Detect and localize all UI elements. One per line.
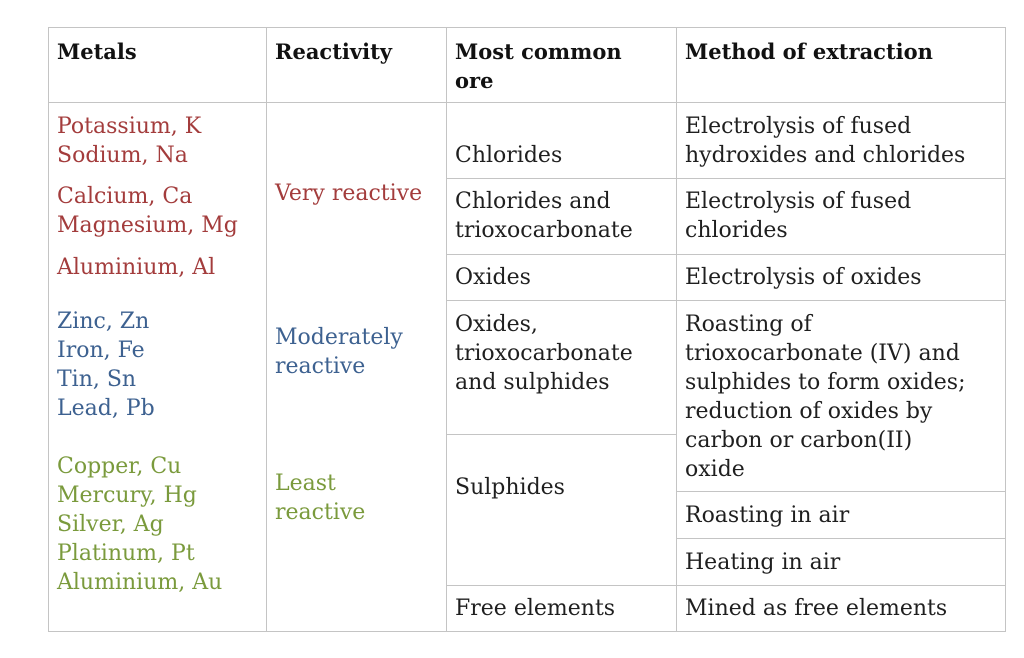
method-electrolysis-hydroxides-chlorides: Electrolysis of fused hydroxides and chlorides: [685, 114, 966, 168]
header-metals: Metals: [57, 39, 137, 64]
method-roasting-reduction: Roasting of trioxocarbonate (IV) and sulphides to form oxides; reduction of oxides by carbon or carbon(II) oxide: [685, 312, 966, 482]
header-ore: Most common ore: [455, 39, 622, 93]
ore-oxides-trioxocarbonate-sulphides: Oxides, trioxocarbonate and sulphides: [455, 312, 633, 395]
metals-group-2: Calcium, Ca Magnesium, Mg: [57, 184, 238, 238]
ore-free-elements: Free elements: [455, 596, 616, 621]
reactivity-moderate: Moderately reactive: [275, 325, 403, 379]
method-electrolysis-oxides: Electrolysis of oxides: [685, 265, 922, 290]
row-divider: [446, 434, 676, 435]
method-heating-in-air: Heating in air: [685, 550, 841, 575]
row-divider: [446, 585, 1006, 586]
method-mined-free-elements: Mined as free elements: [685, 596, 948, 621]
ore-chlorides: Chlorides: [455, 143, 563, 168]
header-reactivity: Reactivity: [275, 39, 392, 64]
table-border-top: [48, 27, 1006, 28]
row-divider: [676, 491, 1006, 492]
row-divider: [446, 178, 1006, 179]
table-border-right: [1005, 27, 1006, 632]
row-divider: [446, 254, 1006, 255]
header-divider: [48, 102, 1006, 103]
metals-group-3: Aluminium, Al: [57, 255, 216, 280]
ore-oxides: Oxides: [455, 265, 531, 290]
table-border-bottom: [48, 631, 1006, 632]
ore-chlorides-trioxocarbonate: Chlorides and trioxocarbonate: [455, 189, 633, 243]
reactivity-least: Least reactive: [275, 471, 366, 525]
row-divider: [676, 538, 1006, 539]
metals-group-1: Potassium, K Sodium, Na: [57, 114, 202, 168]
reactivity-very: Very reactive: [275, 181, 423, 206]
metals-group-5: Copper, Cu Mercury, Hg Silver, Ag Platinum, Pt Aluminium, Au: [57, 454, 223, 595]
row-divider: [446, 300, 1006, 301]
metals-group-4: Zinc, Zn Iron, Fe Tin, Sn Lead, Pb: [57, 309, 155, 421]
method-roasting-in-air: Roasting in air: [685, 503, 850, 528]
ore-sulphides: Sulphides: [455, 475, 565, 500]
header-method: Method of extraction: [685, 39, 933, 64]
method-electrolysis-chlorides: Electrolysis of fused chlorides: [685, 189, 912, 243]
